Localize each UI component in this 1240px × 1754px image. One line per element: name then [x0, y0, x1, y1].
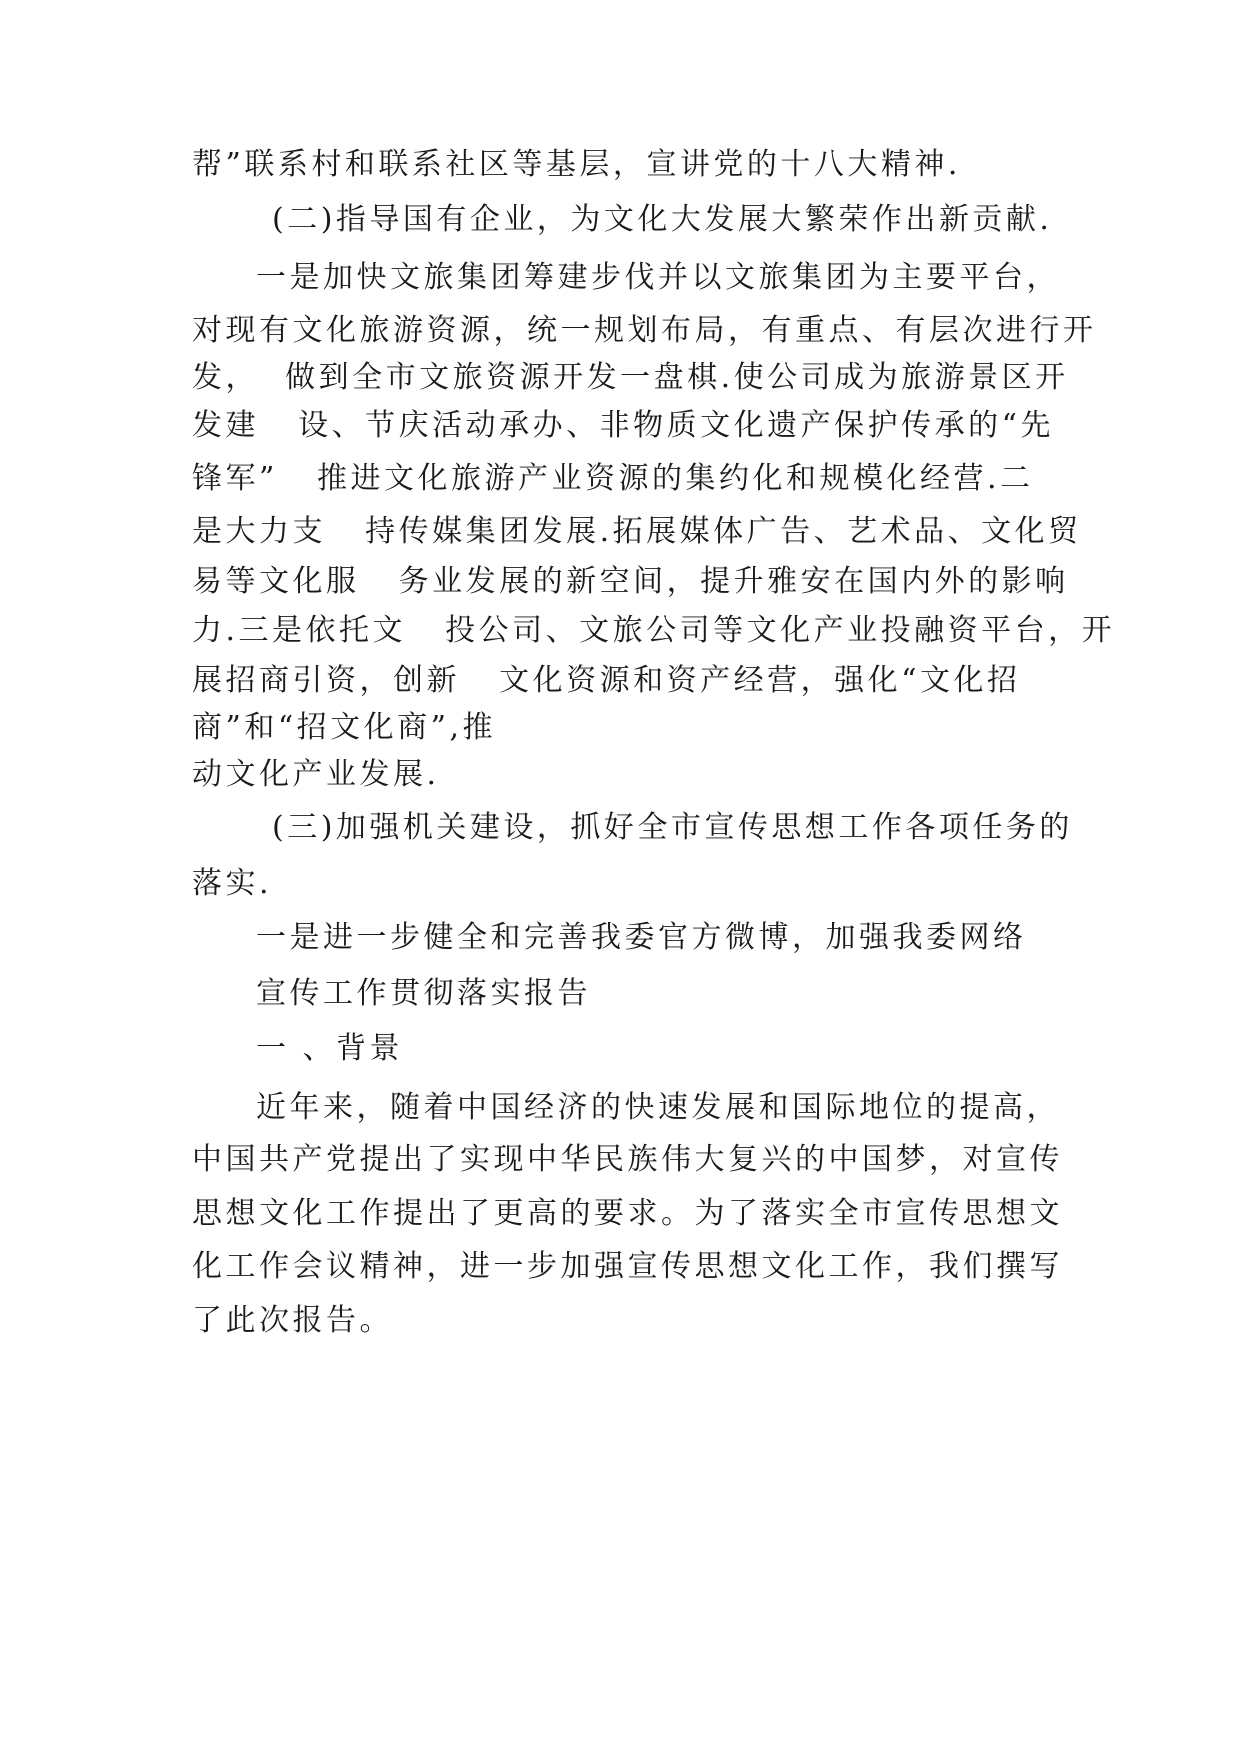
text-line: 商”和“招文化商”,推 [192, 710, 497, 745]
section-heading: 一 、背景 [256, 1031, 404, 1066]
text-line: 了此次报告。 [192, 1303, 393, 1338]
text-line: 一是加快文旅集团筹建步伐并以文旅集团为主要平台， [256, 260, 1060, 295]
text-line: 对现有文化旅游资源，统一规划布局，有重点、有层次进行开 [192, 313, 1097, 348]
text-line: 发建 设、节庆活动承办、非物质文化遗产保护传承的“先 [192, 408, 1054, 443]
text-line: 发， 做到全市文旅资源开发一盘棋.使公司成为旅游景区开 [192, 360, 1069, 395]
section-heading: (三)加强机关建设，抓好全市宣传思想工作各项任务的 [272, 810, 1073, 845]
text-line: 展招商引资，创新 文化资源和资产经营，强化“文化招 [192, 663, 1021, 698]
text-line: 中国共产党提出了实现中华民族伟大复兴的中国梦，对宣传 [192, 1142, 1063, 1177]
text-line: 思想文化工作提出了更高的要求。为了落实全市宣传思想文 [192, 1196, 1063, 1231]
text-line: 一是进一步健全和完善我委官方微博，加强我委网络 [256, 920, 1027, 955]
text-line: 落实. [192, 866, 273, 901]
text-line: 力.三是依托文 投公司、文旅公司等文化产业投融资平台，开 [192, 613, 1116, 648]
report-title: 宣传工作贯彻落实报告 [256, 976, 591, 1011]
text-line: 近年来，随着中国经济的快速发展和国际地位的提高， [256, 1090, 1060, 1125]
text-line: 化工作会议精神，进一步加强宣传思想文化工作，我们撰写 [192, 1249, 1063, 1284]
text-line: 帮”联系村和联系社区等基层，宣讲党的十八大精神. [192, 147, 961, 182]
text-line: 易等文化服 务业发展的新空间，提升雅安在国内外的影响 [192, 564, 1069, 599]
text-line: 是大力支 持传媒集团发展.拓展媒体广告、艺术品、文化贸 [192, 514, 1082, 549]
text-line: 锋军” 推进文化旅游产业资源的集约化和规模化经营.二 [192, 461, 1034, 496]
text-line: 动文化产业发展. [192, 757, 440, 792]
section-heading: (二)指导国有企业，为文化大发展大繁荣作出新贡献. [272, 202, 1053, 237]
